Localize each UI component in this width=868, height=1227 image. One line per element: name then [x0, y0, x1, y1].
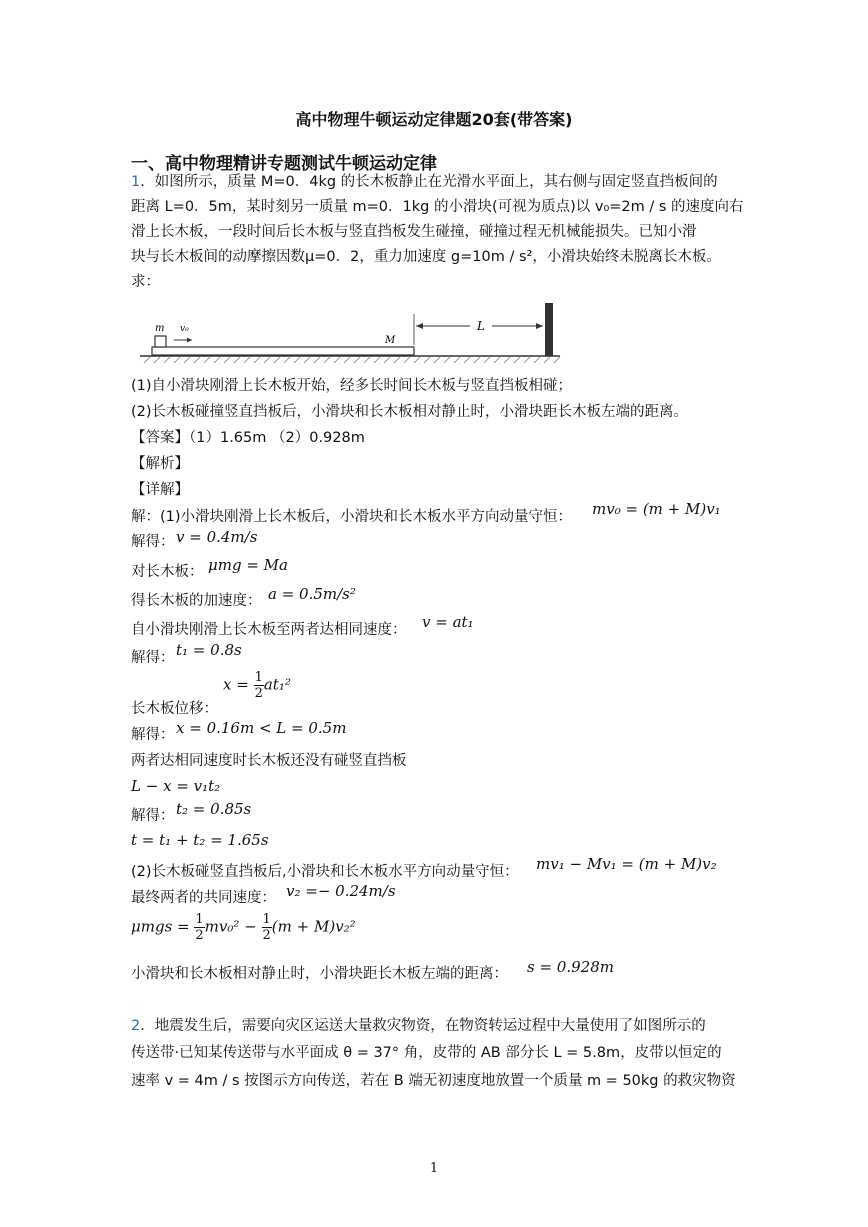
ground-hatching [144, 357, 560, 363]
step-15-lhs: μmgs = [131, 917, 190, 936]
q1-line-1 [131, 172, 718, 192]
step-12-equation: t = t₁ + t₂ = 1.65s [131, 831, 269, 849]
label-L: L [477, 319, 485, 333]
step-6-equation: t₁ = 0.8s [176, 641, 242, 659]
q2-line-1 [131, 1016, 706, 1036]
q1-line-1-text: ．如图所示，质量 M=0．4kg 的长木板静止在光滑水平面上，其右侧与固定竖直挡板间的 [140, 174, 718, 190]
step-15-frac2-bottom: 2 [262, 928, 271, 943]
q1-line-4: 块与长木板间的动摩擦因数μ=0．2，重力加速度 g=10m / s²，小滑块始终未脱离长木板。 [131, 249, 721, 265]
step-7-equation [223, 670, 291, 701]
q1-analysis-label: 【解析】 [131, 456, 189, 472]
page-number: 1 [429, 1161, 439, 1176]
velocity-arrowhead [187, 338, 192, 343]
step-13-text: (2)长木板碰竖直挡板后,小滑块和长木板水平方向动量守恒： [131, 864, 519, 880]
distance-arrow-right [536, 323, 543, 329]
long-board [152, 347, 414, 355]
step-15-frac2-top: 1 [262, 912, 271, 927]
q1-sub-question-2: (2)长木板碰撞竖直挡板后，小滑块和长木板相对静止时，小滑块距长木板左端的距离。 [131, 404, 689, 420]
step-10-equation: L − x = v₁t₂ [131, 777, 221, 795]
step-3-text: 对长木板： [131, 564, 204, 580]
q2-line-1-text: ．地震发生后，需要向灾区运送大量救灾物资，在物资转运过程中大量使用了如图所示的 [140, 1018, 706, 1034]
step-5-text: 自小滑块刚滑上长木板至两者达相同速度： [131, 622, 407, 638]
step-7-frac-top: 1 [254, 670, 263, 685]
step-4-text: 得长木板的加速度： [131, 593, 262, 609]
step-8-equation: x = 0.16m < L = 0.5m [176, 719, 347, 737]
distance-arrow-left [416, 323, 423, 329]
q1-figure [140, 300, 565, 368]
step-14-text: 最终两者的共同速度： [131, 890, 276, 906]
step-1-equation: mv₀ = (m + M)v₁ [592, 500, 721, 518]
step-7-text: 长木板位移： [131, 701, 218, 717]
step-15-frac1-bottom: 2 [195, 928, 204, 943]
small-block [155, 336, 166, 347]
step-11-equation: t₂ = 0.85s [176, 800, 252, 818]
label-m: m [155, 323, 165, 334]
step-7-rhs: at₁² [263, 675, 291, 694]
step-2-text: 解得： [131, 534, 175, 550]
step-15-fraction-1 [194, 912, 204, 943]
step-15-rhs: (m + M)v₂² [271, 917, 356, 936]
step-13-equation: mv₁ − Mv₁ = (m + M)v₂ [536, 855, 717, 873]
step-15-frac1-top: 1 [195, 912, 204, 927]
step-15-mid: mv₀² − [204, 917, 257, 936]
step-7-frac-bottom: 2 [254, 686, 263, 701]
fixed-wall [545, 303, 553, 356]
q1-sub-question-1: (1)自小滑块刚滑上长木板开始，经多长时间长木板与竖直挡板相碰； [131, 378, 573, 394]
step-15-equation [131, 912, 356, 943]
q1-detail-label: 【详解】 [131, 482, 189, 498]
step-1-text: 解：(1)小滑块刚滑上长木板后，小滑块和长木板水平方向动量守恒： [131, 509, 573, 525]
step-11-text: 解得： [131, 808, 175, 824]
q1-answer: 【答案】（1）1.65m （2）0.928m [131, 430, 365, 446]
q2-number: 2 [131, 1018, 141, 1034]
label-v0: v₀ [180, 324, 189, 334]
step-6-text: 解得： [131, 650, 175, 666]
step-7-fraction [254, 670, 264, 701]
document-title: 高中物理牛顿运动定律题20套(带答案) [295, 110, 573, 129]
q1-line-5: 求： [131, 274, 160, 290]
q2-line-3: 速率 v = 4m / s 按图示方向传送，若在 B 端无初速度地放置一个质量 m = 50kg 的救灾物资 [131, 1073, 736, 1089]
q1-number: 1 [131, 174, 141, 190]
step-8-text: 解得： [131, 727, 175, 743]
step-16-text: 小滑块和长木板相对静止时，小滑块距长木板左端的距离： [131, 966, 508, 982]
step-15-fraction-2 [262, 912, 272, 943]
q1-line-2: 距离 L=0．5m，某时刻另一质量 m=0．1kg 的小滑块(可视为质点)以 v₀=2m / s 的速度向右 [131, 199, 744, 215]
step-7-lhs: x = [223, 675, 249, 694]
step-2-equation: v = 0.4m/s [176, 528, 258, 546]
section-heading: 一、高中物理精讲专题测试牛顿运动定律 [131, 154, 437, 174]
step-4-equation: a = 0.5m/s² [268, 585, 356, 603]
step-5-equation: v = at₁ [422, 613, 474, 631]
step-14-equation: v₂ =− 0.24m/s [286, 882, 396, 900]
step-9-text: 两者达相同速度时长木板还没有碰竖直挡板 [131, 753, 407, 769]
q2-line-2: 传送带·已知某传送带与水平面成 θ = 37° 角，皮带的 AB 部分长 L = 5.8m，皮带以恒定的 [131, 1045, 722, 1061]
step-16-equation: s = 0.928m [527, 958, 614, 976]
step-3-equation: μmg = Ma [208, 556, 288, 574]
q1-line-3: 滑上长木板，一段时间后长木板与竖直挡板发生碰撞，碰撞过程无机械能损失。已知小滑 [131, 224, 697, 240]
label-M: M [385, 335, 396, 346]
